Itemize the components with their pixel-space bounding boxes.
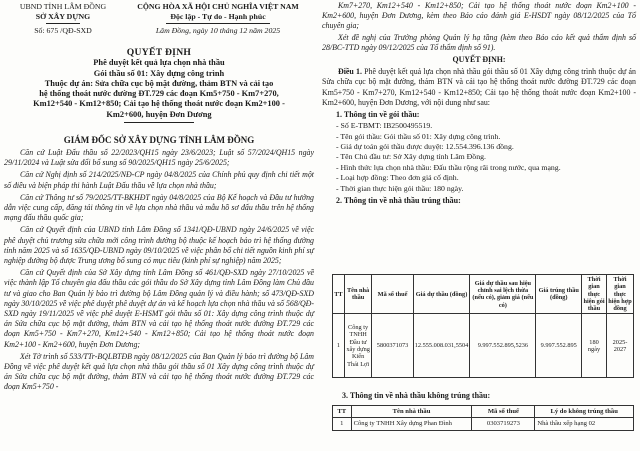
document-date: Lâm Đồng, ngày 10 tháng 12 năm 2025	[155, 26, 281, 35]
paragraph: Xét Tờ trình số 533/TTr-BQLBTĐB ngày 08/12/2025 của Ban Quản lý bảo trì đường bộ Lâm Đồng về việc phê duyệt kết quả lựa chọn nhà thầu gói thầu số 01 Xây dựng công trình thuộc dự án Sửa chữa cục bộ mặt đường, thảm BTN và cải tạo hệ thống thoát nước đường ĐT.729 các đoạn Km5+750 -	[4, 351, 314, 392]
table-cell: 1	[333, 418, 352, 430]
section-heading: 1. Thông tin về gói thầu:	[336, 110, 420, 120]
paragraph: Căn cứ Thông tư số 79/2025/TT-BKHĐT ngày 04/8/2025 của Bộ Kế hoạch và Đầu tư hướng dẫn việc cung cấp, đăng tải thông tin về lựa chọn nhà thầu và mẫu hồ sơ đấu thầu trên hệ thống mạng đấu thầu quốc gia;	[4, 192, 314, 223]
issuing-agency	[4, 2, 122, 36]
table-cell: 180 ngày	[582, 314, 607, 378]
decision-content	[322, 1, 636, 207]
title-line: Thuộc dự án: Sửa chữa cục bộ mặt đường, thảm BTN và cải tạo	[44, 78, 274, 88]
title-line: Gói thầu số 01: Xây dựng công trình	[93, 68, 225, 78]
losing-bidder-table	[332, 405, 634, 431]
table-cell: 9.997.552.895	[536, 314, 582, 378]
column-header: Tên nhà thầu	[351, 406, 472, 418]
article-label: Điều 1.	[338, 67, 362, 77]
list-item: - Tên Chủ đầu tư: Sở Xây dựng tỉnh Lâm Đồng.	[336, 152, 486, 162]
list-item: - Tên gói thầu: Gói thầu số 01: Xây dựng công trình.	[336, 131, 501, 141]
column-header: TT	[333, 406, 352, 418]
decide-heading: QUYẾT ĐỊNH:	[452, 55, 506, 65]
paragraph: Căn cứ Quyết định của Sở Xây dựng tỉnh Lâm Đồng số 461/QĐ-SXD ngày 27/10/2025 về việc thành lập Tổ chuyên gia đấu thầu các gói thầu do Sở Xây dựng tỉnh Lâm Đồng làm Chủ đầu tư và giao cho Ban Quản lý bảo trì đường bộ Lâm Đồng quản lý và điều hành; số 473/QĐ-SXD ngày 30/10/2025 về việc phê duyệt phê duyệt dự án và kế hoạch lựa chọn nhà thầu và số 568/QĐ-SXD ngày 19/11/2025 về việc phê duyệt E-HSMT gói thầu số 01: Xây dựng công trình thuộc dự án Sửa chữa cục bộ mặt đường, thảm BTN và cải tạo hệ thống thoát nước đường ĐT.729 các đoạn Km5+750 - Km7+270, Km12+540 - Km12+850; Cải tạo hệ thống thoát nước đoạn Km2+100 - Km2+600, huyện Đơn Dương;	[4, 268, 314, 349]
paragraph: Km7+270, Km12+540 - Km12+850; Cải tạo hệ thống thoát nước đoạn Km2+100 - Km2+600, huyện Đơn Dương, kèm theo Báo cáo đánh giá E-HSDT ngày 08/12/2025 của Tổ chuyên gia;	[322, 1, 636, 31]
article-1	[322, 67, 636, 108]
column-header: Tên nhà thầu	[344, 275, 371, 314]
table-cell: 0303719273	[472, 418, 535, 430]
table-cell: 9.997.552.895,5236	[470, 314, 536, 378]
column-header: Giá dự thầu (đồng)	[413, 275, 470, 314]
column-header: Giá dự thầu sau hiệu chỉnh sai lệch thừa (nếu có), giảm giá (nếu có)	[470, 275, 536, 314]
table-cell: 2025-2027	[607, 314, 634, 378]
title-line: Km12+540 - Km12+850; Cải tạo hệ thống thoát nước đoạn Km2+100 -	[33, 99, 285, 109]
column-header: Mã số thuế	[472, 406, 535, 418]
list-item: - Hình thức lựa chọn nhà thầu: Đấu thầu rộng rãi trong nước, qua mạng.	[336, 162, 561, 172]
national-header	[120, 2, 316, 36]
article-text: Phê duyệt kết quả lựa chọn nhà thầu gói thầu số 01 Xây dựng công trình thuộc dự án Sửa chữa cục bộ mặt đường, thảm BTN và cải tạo hệ thống thoát nước đường ĐT.729 các đoạn Km5+750 - Km7+270, Km12+540 - Km12+850; Cải tạo hệ thống thoát nước đoạn Km2+100 - Km2+600, huyện Đơn Dương, với nội dung như sau:	[322, 67, 636, 107]
table-row	[333, 314, 634, 378]
agency-name: SỞ XÂY DỰNG	[35, 12, 91, 21]
list-item: - Loại hợp đồng: Theo đơn giá cố định.	[336, 173, 459, 183]
table-cell: 5800371073	[372, 314, 413, 378]
list-item: - Thời gian thực hiện gói thầu: 180 ngày.	[336, 183, 464, 193]
table-row	[333, 418, 634, 430]
column-header: TT	[333, 275, 345, 314]
left-page	[0, 0, 318, 451]
title-line: Km2+600, huyện Đơn Dương	[106, 109, 212, 119]
table-cell: Nhà thầu xếp hạng 02	[535, 418, 634, 430]
legal-basis	[4, 148, 314, 395]
paragraph: Căn cứ Luật Đấu thầu số 22/2023/QH15 ngày 23/6/2023; Luật số 57/2024/QH15 ngày 29/11/2024 và Luật sửa đổi bổ sung số 90/2025/QH15 ngày 25/6/2025;	[4, 148, 314, 168]
title-heading: QUYẾT ĐỊNH	[126, 47, 192, 58]
table-header-row	[333, 406, 634, 418]
document-title	[4, 48, 314, 123]
column-header: Thời gian thực hiện hợp đồng	[608, 276, 632, 313]
title-line: hệ thống thoát nước đường ĐT.729 các đoạn Km5+750 - Km7+270,	[39, 89, 279, 99]
table-cell: Công ty TNHH Đầu tư xây dựng Kiến Thái Lợi	[344, 314, 371, 378]
table-header-row	[333, 275, 634, 314]
column-header: Giá trúng thầu (đồng)	[536, 275, 582, 314]
section-heading: 3. Thông tin về nhà thầu không trúng thầu:	[342, 391, 491, 400]
country-name: CỘNG HÒA XÃ HỘI CHỦ NGHĨA VIỆT NAM	[137, 2, 299, 11]
document-number: Số: 675 /QĐ-SXD	[34, 26, 92, 35]
title-line: Phê duyệt kết quả lựa chọn nhà thầu	[93, 58, 225, 68]
column-header: Thời gian thực hiện gói thầu	[583, 276, 605, 313]
paragraph: Căn cứ Nghị định số 214/2025/NĐ-CP ngày 04/8/2025 của Chính phủ quy định chi tiết một số điều và biện pháp thi hành Luật Đấu thầu về lựa chọn nhà thầu;	[4, 170, 314, 190]
section-heading: 2. Thông tin về nhà thầu trúng thầu:	[336, 196, 461, 206]
divider	[46, 23, 80, 24]
motto: Độc lập - Tự do - Hạnh phúc	[170, 12, 266, 21]
list-item: - Số E-TBMT: IB2500495519.	[336, 121, 433, 131]
paragraph: Xét đề nghị của Trưởng phòng Quản lý hạ tầng (kèm theo Báo cáo kết quả thẩm định số 28/BC-TTD ngày 09/12/2025 của Tổ thẩm định số 91).	[322, 32, 636, 52]
column-header: Mã số thuế	[372, 275, 413, 314]
table-cell: 1	[333, 314, 345, 378]
list-item: - Giá dự toán gói thầu được duyệt: 12.554.396.136 đồng.	[336, 142, 514, 152]
parent-org: UBND TỈNH LÂM ĐỒNG	[19, 2, 107, 11]
divider	[166, 23, 270, 24]
paragraph: Căn cứ Quyết định của UBND tỉnh Lâm Đồng số 1341/QĐ-UBND ngày 24/6/2025 về việc phê duyệt chủ trương sửa chữa mới công trình đường bộ thuộc kế hoạch bảo trì hệ thống đường tỉnh năm 2025 và số 1635/QĐ-UBND ngày 09/10/2025 về việc phân bổ chi tiết nguồn kinh phí sự nghiệp đường bộ được Trung ương bổ sung có mục tiêu (kinh phí sự nghiệp) năm 2025;	[4, 225, 314, 266]
table-cell: Công ty TNHH Xây dựng Phan Đình	[351, 418, 472, 430]
divider	[124, 122, 194, 123]
issuing-authority: GIÁM ĐỐC SỞ XÂY DỰNG TỈNH LÂM ĐỒNG	[63, 135, 255, 145]
right-page	[320, 0, 640, 451]
winning-bidder-table	[332, 274, 634, 378]
column-header: Lý do không trúng thầu	[535, 406, 634, 418]
table-cell: 12.555.008.031,5504	[413, 314, 470, 378]
